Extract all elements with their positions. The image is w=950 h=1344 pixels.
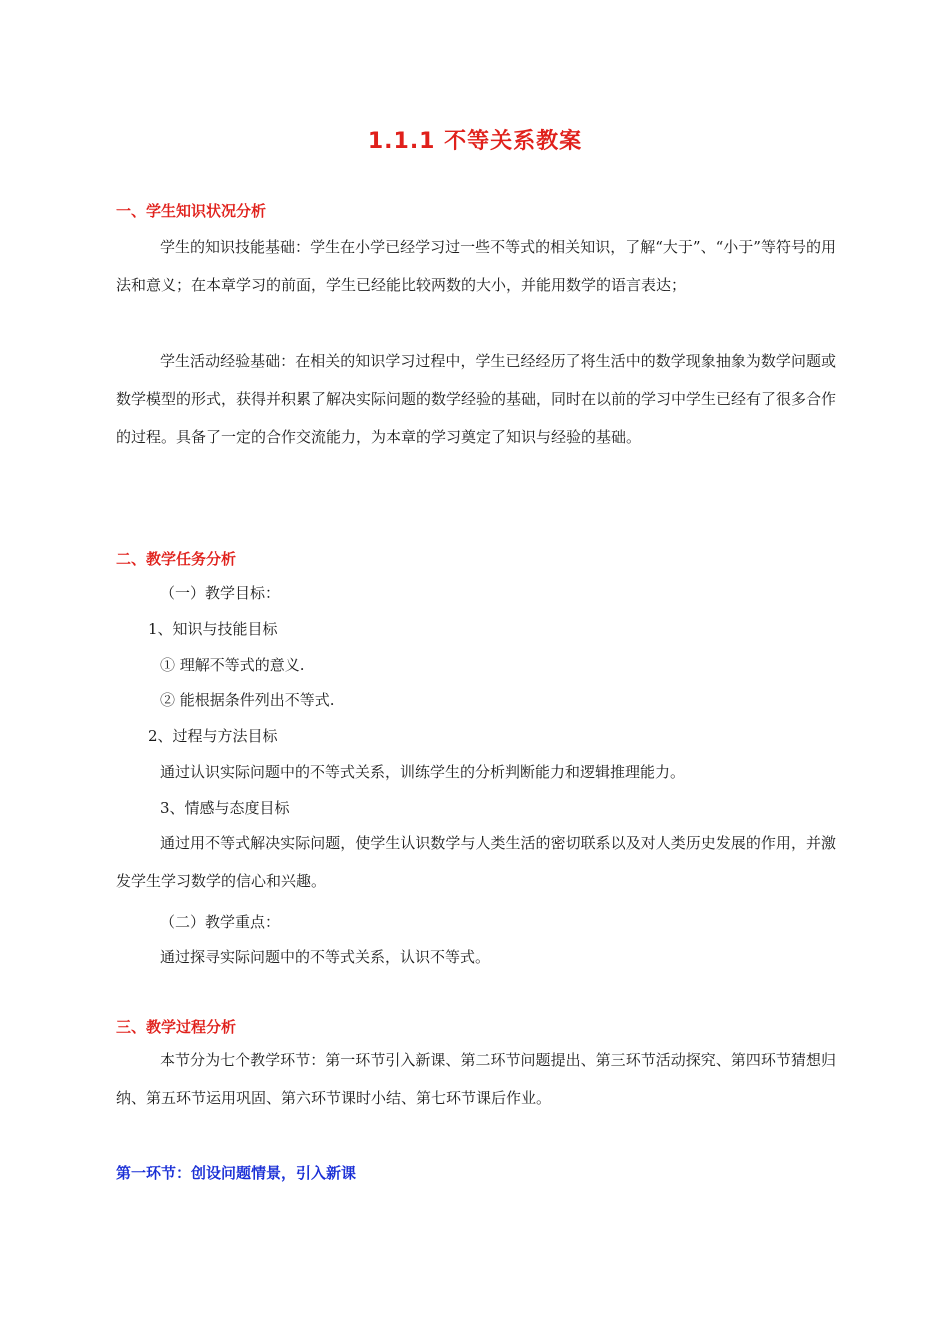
section2-heading: 二、教学任务分析 [116, 550, 237, 568]
goal-process-text: 通过认识实际问题中的不等式关系，训练学生的分析判断能力和逻辑推理能力。 [160, 763, 686, 781]
goal-emotion-attitude: 3、情感与态度目标 [160, 799, 290, 817]
section1-para-experience: 学生活动经验基础：在相关的知识学习过程中，学生已经经历了将生活中的数学现象抽象为数学问题或数学模型的形式，获得并积累了解决实际问题的数学经验的基础，同时在以前的学习中学生已经有了很多合作的过程。具备了一定的合作交流能力，为本章的学习奠定了知识与经验的基础。 [116, 352, 837, 446]
section3-heading: 三、教学过程分析 [116, 1018, 237, 1036]
goal-item-2: ② 能根据条件列出不等式. [160, 691, 335, 709]
goal-process-method: 2、过程与方法目标 [148, 727, 278, 745]
goal-knowledge-skill: 1、知识与技能目标 [148, 620, 278, 638]
teaching-goals-label: （一）教学目标： [160, 584, 281, 602]
goal-emotion-text: 通过用不等式解决实际问题，使学生认识数学与人类生活的密切联系以及对人类历史发展的作用，并激发学生学习数学的信心和兴趣。 [116, 834, 836, 890]
teaching-key-text: 通过探寻实际问题中的不等式关系，认识不等式。 [160, 948, 491, 966]
document-title: 1.1.1 不等关系教案 [367, 129, 583, 154]
section3-para: 本节分为七个教学环节：第一环节引入新课、第二环节问题提出、第三环节活动探究、第四环节猜想归纳、第五环节运用巩固、第六环节课时小结、第七环节课后作业。 [116, 1051, 836, 1107]
section1-heading: 一、学生知识状况分析 [116, 202, 267, 220]
section1-para-knowledge: 学生的知识技能基础：学生在小学已经学习过一些不等式的相关知识，了解“大于”、“小于”等符号的用法和意义；在本章学习的前面，学生已经能比较两数的大小，并能用数学的语言表达； [116, 238, 836, 294]
goal-item-1: ① 理解不等式的意义. [160, 656, 305, 674]
section4-heading: 第一环节：创设问题情景，引入新课 [116, 1164, 357, 1182]
teaching-key-label: （二）教学重点： [160, 913, 281, 931]
